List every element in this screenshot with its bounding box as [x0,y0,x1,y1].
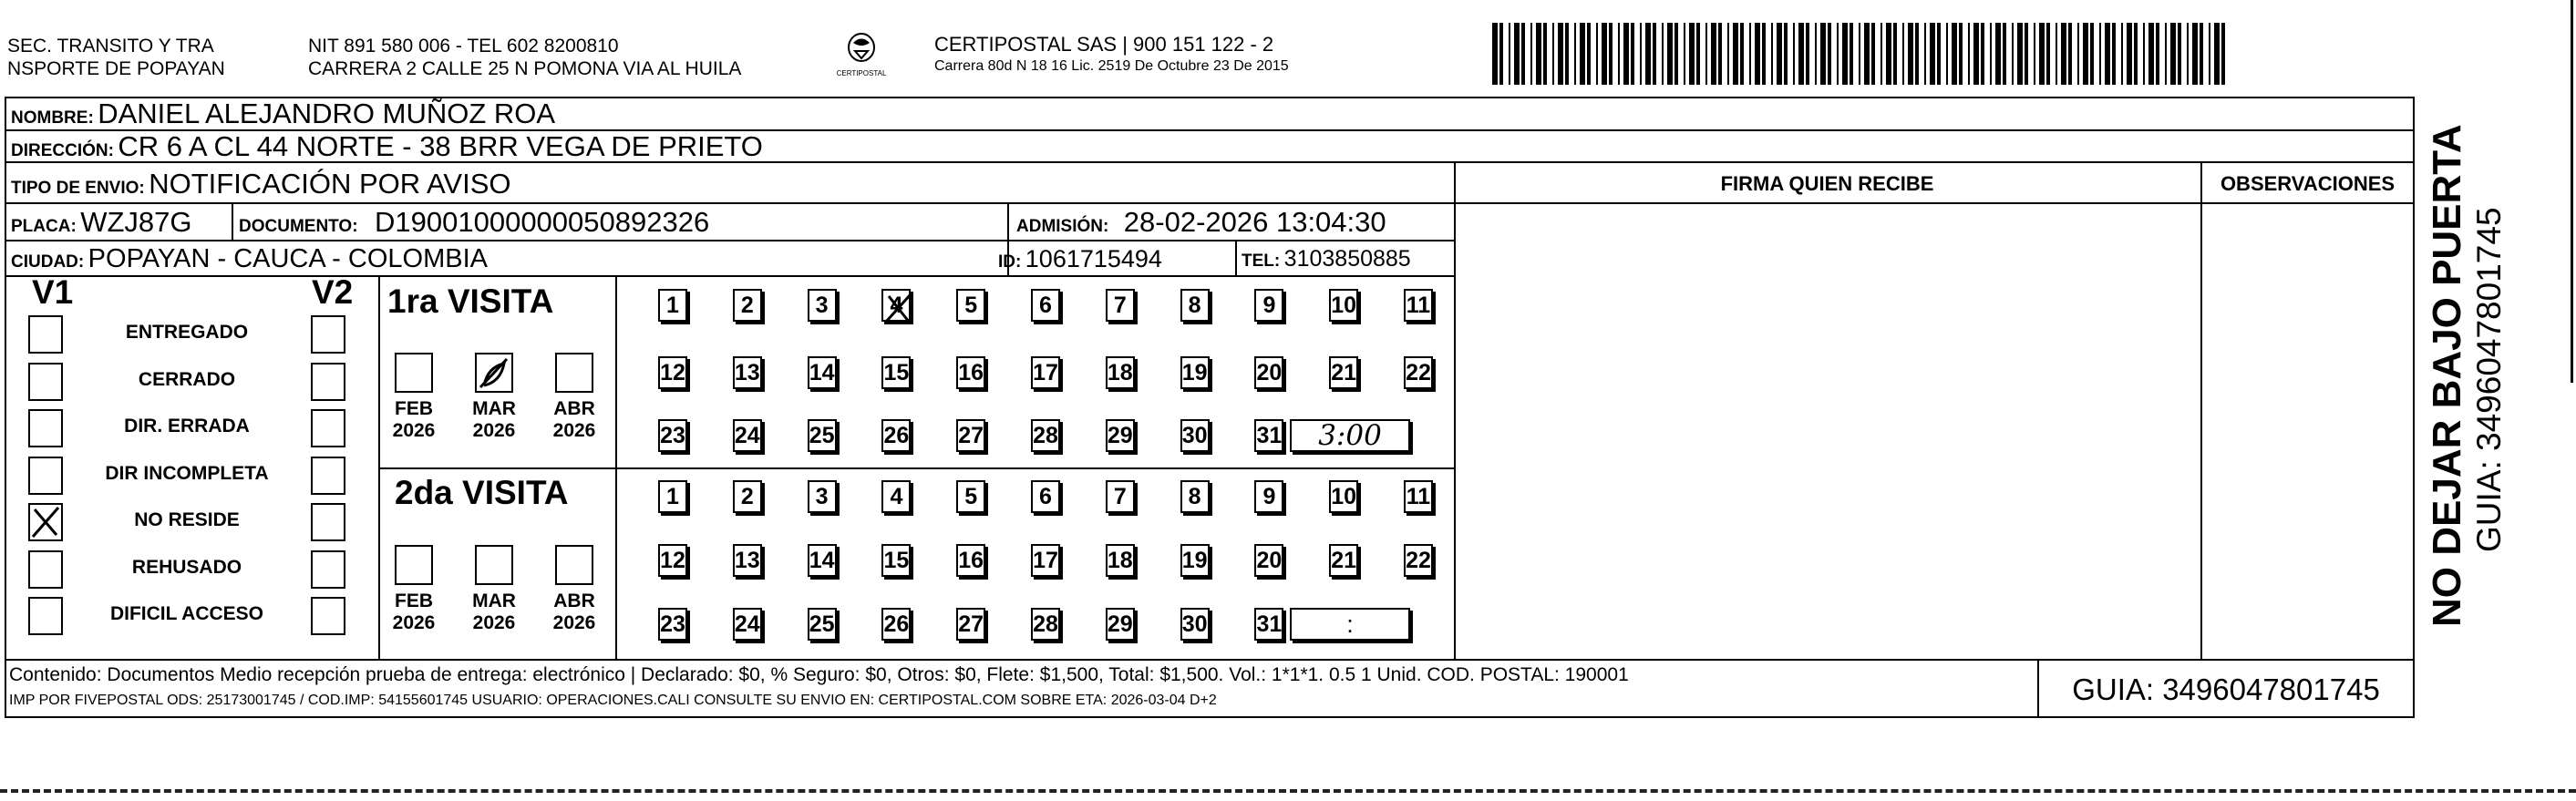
barcode-bar [2099,23,2101,85]
month-checkbox[interactable] [475,545,513,585]
plate-field: PLACA: WZJ87G [11,206,192,238]
status-label: DIFICIL ACCESO [109,603,263,624]
barcode-bar [1492,23,1498,85]
day-cell[interactable]: 13 [733,356,762,389]
v1-checkbox[interactable] [28,503,63,541]
v2-checkbox[interactable] [311,597,345,635]
day-cell[interactable]: 11 [1404,289,1433,322]
day-cell[interactable]: 4 [881,480,911,513]
month-checkbox[interactable] [395,545,433,585]
barcode-bar [2165,23,2167,85]
city-value: POPAYAN - CAUCA - COLOMBIA [88,244,488,273]
day-cell[interactable]: 14 [808,356,837,389]
day-cell[interactable]: 31 [1254,608,1283,641]
sender-contact: NIT 891 580 006 - TEL 602 8200810 CARRERA 2 CALLE 25 N POMONA VIA AL HUILA [308,36,742,79]
barcode-bar [1653,23,1656,85]
barcode-bar [2112,23,2116,85]
day-cell[interactable]: 25 [808,608,837,641]
barcode-bar [1689,23,1695,85]
day-cell[interactable]: 13 [733,544,762,577]
day-cell[interactable]: 29 [1106,608,1135,641]
day-cell[interactable]: 9 [1254,289,1283,322]
day-cell[interactable]: 1 [658,289,687,322]
v1-checkbox[interactable] [28,457,63,495]
city-field: CIUDAD: POPAYAN - CAUCA - COLOMBIA [11,244,488,273]
barcode-bar [1924,23,1926,85]
day-cell[interactable]: 8 [1180,289,1210,322]
barcode-bar [1981,23,1984,85]
day-cell[interactable]: 24 [733,419,762,452]
day-cell[interactable]: 18 [1106,356,1135,389]
id-field: ID: 1061715494 [998,245,1162,272]
month-label: FEB 2026 [392,398,436,441]
barcode-bar [2170,23,2176,85]
day-cell[interactable]: 11 [1404,480,1433,513]
barcode-bar [1530,23,1532,85]
recipient-name: DANIEL ALEJANDRO MUÑOZ ROA [98,98,556,129]
status-label: CERRADO [138,368,236,390]
day-cell[interactable]: 19 [1180,544,1210,577]
barcode-bar [1886,23,1891,85]
barcode-bar [1793,23,1795,85]
recipient-address: CR 6 A CL 44 NORTE - 38 BRR VEGA DE PRIETO [118,130,763,162]
month-label: FEB 2026 [392,590,436,633]
barcode-bar [2121,23,2123,85]
contents-line: Contenido: Documentos Medio recepción prueba de entrega: electrónico | Declarado: $0, % Seguro: $0, Otros: $0, Flete: $1,500, Total: $1,500. Vol.: 1*1*1. 0.5 1 Unid. COD. POSTAL: 190001 [9,664,1629,685]
document-value: D19001000000050892326 [375,206,710,238]
barcode-bar [1973,23,1979,85]
barcode-bar [1718,23,1722,85]
barcode-bar [1959,23,1963,85]
time-field[interactable]: : [1290,608,1410,641]
barcode-bar [2200,23,2203,85]
barcode-bar [1937,23,1941,85]
address-row: DIRECCIÓN: CR 6 A CL 44 NORTE - 38 BRR VEGA DE PRIETO [11,130,763,162]
day-cell[interactable]: 23 [658,608,687,641]
barcode-bar [2012,23,2014,85]
admission-value: 28-02-2026 13:04:30 [1123,206,1386,238]
barcode-bar [2143,23,2145,85]
barcode-bar [2214,23,2220,85]
company-info: CERTIPOSTAL SAS | 900 151 122 - 2 Carrera 80d N 18 16 Lic. 2519 De Octubre 23 De 2015 [934,33,1289,74]
barcode-bar [1684,23,1685,85]
barcode-bar [1696,23,1700,85]
month-label: MAR 2026 [472,398,516,441]
barcode-bar [1798,23,1804,85]
month-checkbox[interactable] [395,353,433,393]
day-cell[interactable]: 15 [881,544,911,577]
day-cell[interactable]: 12 [658,356,687,389]
barcode-bar [2077,23,2079,85]
day-cell[interactable]: 21 [1329,544,1358,577]
day-cell[interactable]: 12 [658,544,687,577]
barcode-bar [1558,23,1563,85]
day-cell[interactable]: 16 [956,544,985,577]
tel-field: TEL: 3103850885 [1242,246,1411,272]
day-cell[interactable]: 14 [808,544,837,577]
barcode-bar [1587,23,1591,85]
day-cell[interactable]: 24 [733,608,762,641]
barcode-bar [1640,23,1642,85]
barcode-bar [1711,23,1716,85]
day-cell[interactable]: 27 [956,608,985,641]
v2-label: V2 [312,273,354,311]
imp-line: IMP POR FIVEPOSTAL ODS: 25173001745 / COD.IMP: 54155601745 USUARIO: OPERACIONES.CALI CONSULTE SU ENVIO EN: CERTIPOSTAL.COM SOBRE ETA: 2026-03-04 D+2 [9,693,1217,708]
barcode-bar [2156,23,2159,85]
day-cell[interactable]: 15 [881,356,911,389]
barcode-bar [2068,23,2072,85]
status-label: REHUSADO [131,556,242,578]
day-cell[interactable]: 6 [1031,480,1060,513]
barcode-bar [1755,23,1760,85]
day-cell[interactable]: 30 [1180,608,1210,641]
barcode-bar [1908,23,1913,85]
barcode-bar [2039,23,2045,85]
barcode-bar [1815,23,1817,85]
day-cell[interactable]: 9 [1254,480,1283,513]
barcode-bar [1915,23,1919,85]
day-cell[interactable]: 28 [1031,419,1060,452]
barcode-bar [2025,23,2028,85]
day-cell[interactable]: 27 [956,419,985,452]
day-cell[interactable]: 25 [808,419,837,452]
barcode-bar [1952,23,1957,85]
v1-checkbox[interactable] [28,597,63,635]
barcode-bar [2127,23,2132,85]
barcode-bar [1864,23,1870,85]
barcode-bar [1771,23,1773,85]
barcode-bar [1623,23,1629,85]
barcode-bar [2148,23,2154,85]
shipping-type: NOTIFICACIÓN POR AVISO [149,168,511,200]
barcode-bar [1602,23,1607,85]
barcode-bar [2187,23,2189,85]
barcode-bar [2221,23,2225,85]
barcode-bar [1902,23,1904,85]
day-cell[interactable]: 21 [1329,356,1358,389]
barcode-bar [1806,23,1809,85]
barcode [1490,23,2229,85]
status-label: ENTREGADO [125,322,249,343]
barcode-bar [1820,23,1826,85]
barcode-bar [2090,23,2094,85]
day-cell[interactable]: 17 [1031,356,1060,389]
barcode-bar [1499,23,1503,85]
day-cell[interactable]: 3 [808,480,837,513]
day-cell[interactable]: 20 [1254,544,1283,577]
barcode-bar [2134,23,2138,85]
shipping-row: TIPO DE ENVIO: NOTIFICACIÓN POR AVISO [11,168,511,200]
day-cell[interactable]: 6 [1031,289,1060,322]
barcode-bar [1596,23,1598,85]
status-label: NO RESIDE [134,509,240,530]
plate-value: WZJ87G [80,206,192,238]
barcode-bar [1609,23,1613,85]
barcode-bar [1749,23,1751,85]
day-cell[interactable]: 28 [1031,608,1060,641]
barcode-bar [1618,23,1620,85]
day-cell[interactable]: 10 [1329,289,1358,322]
barcode-bar [1514,23,1520,85]
id-value: 1061715494 [1025,245,1162,272]
barcode-bar [1968,23,1970,85]
barcode-bar [2209,23,2210,85]
tear-line [0,789,2576,801]
barcode-bar [2083,23,2088,85]
barcode-bar [1871,23,1875,85]
name-row: NOMBRE: DANIEL ALEJANDRO MUÑOZ ROA [11,98,556,129]
visit2-title: 2da VISITA [395,474,569,511]
barcode-bar [1946,23,1948,85]
v1-checkbox[interactable] [28,550,63,589]
day-cell[interactable]: 2 [733,289,762,322]
v1-checkbox[interactable] [28,409,63,447]
barcode-bar [1777,23,1782,85]
barcode-bar [1543,23,1547,85]
barcode-bar [1536,23,1541,85]
barcode-bar [1662,23,1664,85]
barcode-bar [1565,23,1569,85]
status-label: DIR. ERRADA [124,416,250,436]
barcode-bar [1930,23,1935,85]
v2-checkbox[interactable] [311,550,345,589]
day-cell[interactable]: 5 [956,480,985,513]
day-cell[interactable]: 18 [1106,544,1135,577]
sender-name: SEC. TRANSITO Y TRA NSPORTE DE POPAYAN [7,36,225,79]
barcode-bar [1631,23,1634,85]
day-cell[interactable]: 7 [1106,289,1135,322]
v1-checkbox[interactable] [28,315,63,354]
barcode-bar [1705,23,1707,85]
barcode-bar [2192,23,2198,85]
day-cell[interactable]: 10 [1329,480,1358,513]
day-cell[interactable]: 29 [1106,419,1135,452]
day-cell[interactable]: 26 [881,419,911,452]
v2-checkbox[interactable] [311,363,345,401]
barcode-bar [2178,23,2181,85]
day-cell[interactable]: 3 [808,289,837,322]
tel-value: 3103850885 [1283,246,1411,272]
visit1-title: 1ra VISITA [387,282,554,320]
certipostal-logo [831,27,891,80]
barcode-bar [2046,23,2050,85]
month-checkbox[interactable] [555,353,593,393]
barcode-bar [1784,23,1788,85]
barcode-bar [1850,23,1853,85]
day-cell[interactable]: 4 [881,289,911,322]
barcode-bar [1574,23,1576,85]
barcode-bar [1580,23,1585,85]
day-cell[interactable]: 17 [1031,544,1060,577]
v2-checkbox[interactable] [311,409,345,447]
barcode-bar [1740,23,1744,85]
no-dejar-warning: NO DEJAR BAJO PUERTA [2425,124,2469,627]
barcode-bar [1552,23,1554,85]
v2-checkbox[interactable] [311,315,345,354]
signature-header: FIRMA QUIEN RECIBE [1720,172,1934,195]
status-label: DIR INCOMPLETA [105,462,269,484]
barcode-bar [1509,23,1510,85]
barcode-bar [2034,23,2035,85]
month-label: ABR 2026 [552,398,596,441]
observations-header: OBSERVACIONES [2220,172,2396,195]
barcode-bar [2056,23,2057,85]
day-cell[interactable]: 22 [1404,356,1433,389]
barcode-bar [1727,23,1729,85]
day-cell[interactable]: 22 [1404,544,1433,577]
barcode-bar [1733,23,1738,85]
barcode-bar [1828,23,1831,85]
month-label: ABR 2026 [552,590,596,633]
day-cell[interactable]: 26 [881,608,911,641]
barcode-bar [1674,23,1678,85]
side-guia: GUIA: 3496047801745 [2470,207,2508,552]
barcode-bar [1521,23,1525,85]
barcode-bar [1859,23,1860,85]
time-field[interactable]: 3:00 [1290,419,1410,452]
barcode-bar [1667,23,1673,85]
month-checkbox[interactable] [555,545,593,585]
barcode-bar [2017,23,2023,85]
day-cell[interactable]: 7 [1106,480,1135,513]
document-field: DOCUMENTO: D19001000000050892326 [239,206,710,238]
day-cell[interactable]: 19 [1180,356,1210,389]
v1-checkbox[interactable] [28,363,63,401]
svg-text:CERTIPOSTAL: CERTIPOSTAL [836,69,887,77]
month-label: MAR 2026 [472,590,516,633]
barcode-bar [1837,23,1839,85]
day-cell[interactable]: 20 [1254,356,1283,389]
v2-checkbox[interactable] [311,503,345,541]
day-cell[interactable]: 8 [1180,480,1210,513]
v1-label: V1 [32,273,74,311]
barcode-bar [1645,23,1651,85]
day-cell[interactable]: 31 [1254,419,1283,452]
barcode-bar [1842,23,1848,85]
barcode-bar [2003,23,2006,85]
day-cell[interactable]: 1 [658,480,687,513]
day-cell[interactable]: 23 [658,419,687,452]
day-cell[interactable]: 30 [1180,419,1210,452]
barcode-bar [1995,23,2001,85]
barcode-bar [1893,23,1897,85]
month-checkbox[interactable] [475,353,513,393]
barcode-bar [1880,23,1882,85]
barcode-bar [1990,23,1992,85]
barcode-bar [2105,23,2110,85]
guia-box: GUIA: 3496047801745 [2072,673,2380,706]
day-cell[interactable]: 2 [733,480,762,513]
v2-checkbox[interactable] [311,457,345,495]
barcode-bar [2061,23,2066,85]
admission-field: ADMISIÓN: 28-02-2026 13:04:30 [1016,206,1386,238]
day-cell[interactable]: 16 [956,356,985,389]
barcode-bar [1762,23,1766,85]
day-cell[interactable]: 5 [956,289,985,322]
